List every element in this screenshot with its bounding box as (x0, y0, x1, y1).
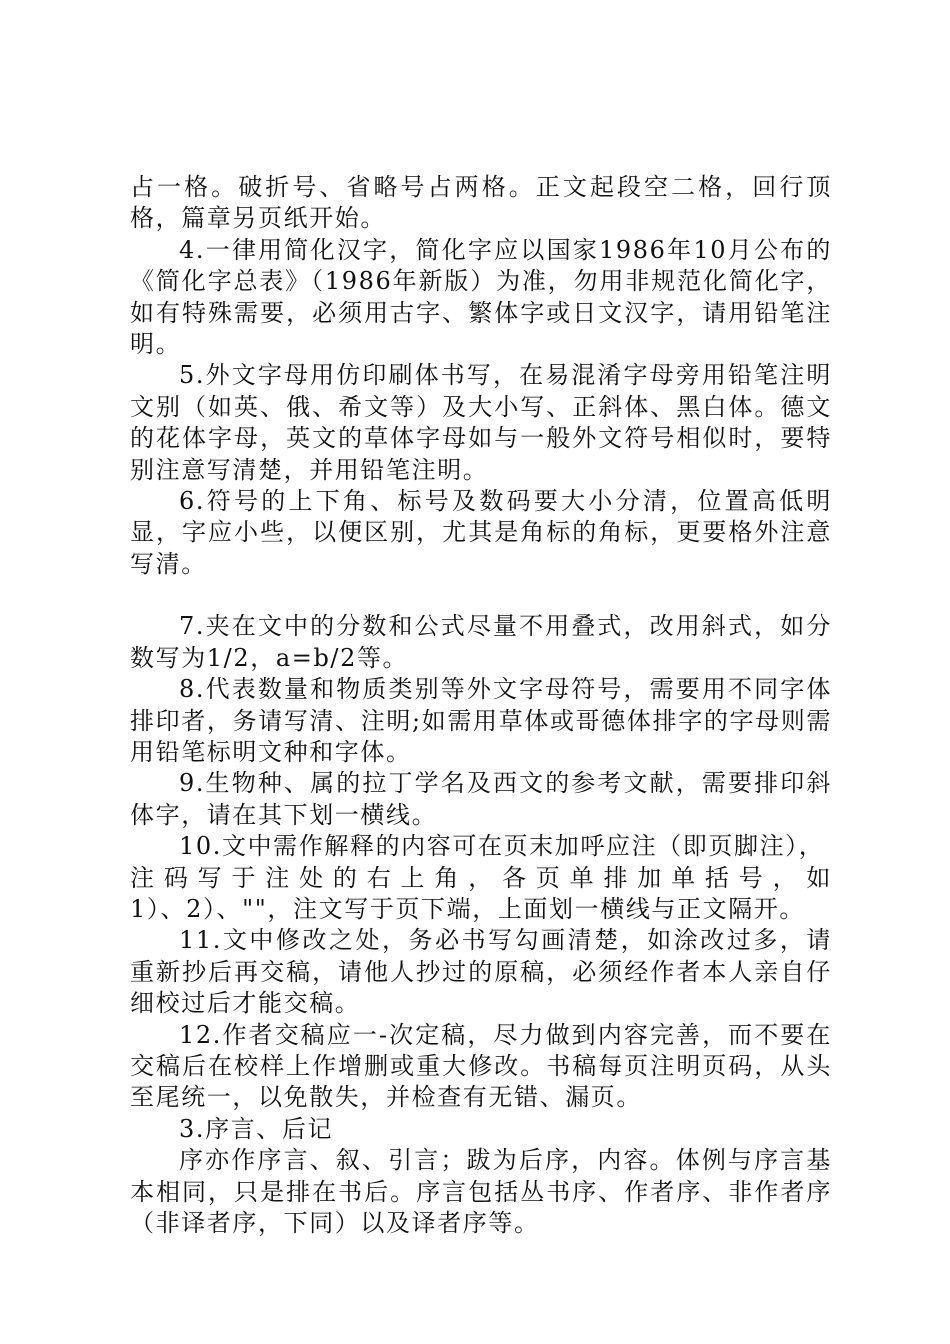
paragraph-preface-definition: 序亦作序言、叙、引言；跋为后序，内容。体例与序言基本相同，只是排在书后。序言包括丛书序、作者序、非作者序（非译者序，下同）以及译者序等。 (130, 1146, 832, 1237)
paragraph-item-6: 6.符号的上下角、标号及数码要大小分清，位置高低明显，字应小些，以便区别，尤其是角标的角标，更要格外注意写清。 (130, 487, 832, 578)
document-page (130, 172, 832, 1239)
paragraph-item-9: 9.生物种、属的拉丁学名及西文的参考文献，需要排印斜体字，请在其下划一横线。 (130, 769, 832, 829)
paragraph-item-7: 7.夹在文中的分数和公式尽量不用叠式，改用斜式，如分数写为1/2，a=b/2等。 (130, 612, 832, 672)
paragraph-item-10-line-2: 注码写于注处的右上角，各页单排加单括号，如 (130, 863, 832, 892)
paragraph-item-4: 4.一律用简化汉字，简化字应以国家1986年10月公布的《简化字总表》（1986年新版）为准，勿用非规范化简化字，如有特殊需要，必须用古字、繁体字或日文汉字，请用铅笔注明。 (130, 235, 832, 359)
paragraph-item-11: 11.文中修改之处，务必书写勾画清楚，如涂改过多，请重新抄后再交稿，请他人抄过的原稿，必须经作者本人亲自仔细校过后才能交稿。 (130, 926, 832, 1018)
paragraph-item-12: 12.作者交稿应一-次定稿，尽力做到内容完善，而不要在交稿后在校样上作增删或重大修改。书稿每页注明页码，从头至尾统一，以免散失，并检查有无错、漏页。 (130, 1020, 832, 1112)
paragraph-item-10-line-3: 1）、2）、""，注文写于页下端，上面划一横线与正文隔开。 (130, 894, 806, 923)
paragraph-continuation: 占一格。破折号、省略号占两格。正文起段空二格，回行顶格，篇章另页纸开始。 (130, 173, 832, 233)
paragraph-item-5: 5.外文字母用仿印刷体书写，在易混淆字母旁用铅笔注明文别（如英、俄、希文等）及大小写、正斜体、黑白体。德文的花体字母，英文的草体字母如与一般外文符号相似时，要特别注意写清楚，并用铅笔注明。 (130, 361, 832, 484)
paragraph-item-10-line-1: 10.文中需作解释的内容可在页末加呼应注（即页脚注）， (179, 832, 825, 861)
paragraph-item-8: 8.代表数量和物质类别等外文字母符号，需要用不同字体排印者，务请写清、注明;如需用草体或哥德体排字的字母则需用铅笔标明文种和字体。 (130, 675, 832, 766)
section-heading-preface-postscript: 3.序言、后记 (179, 1114, 334, 1143)
